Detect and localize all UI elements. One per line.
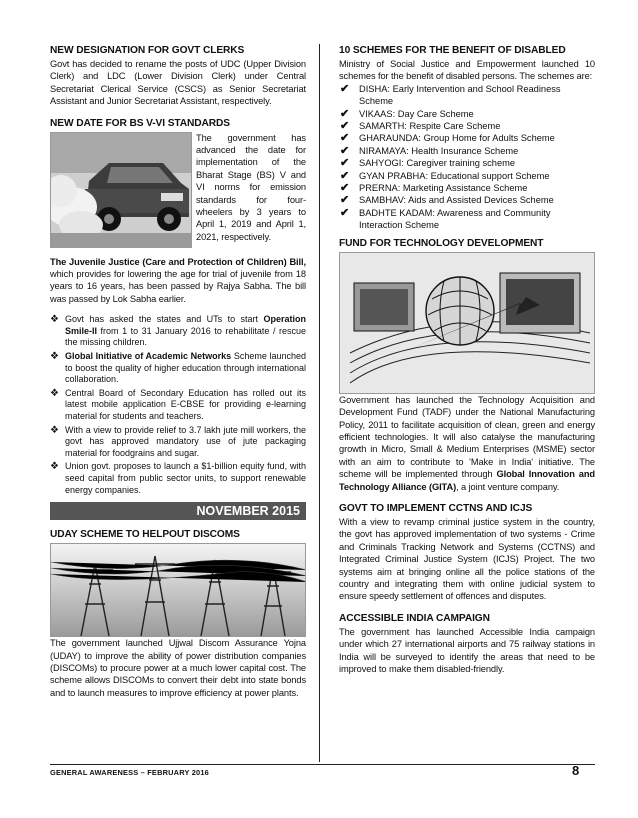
section-text: Government has launched the Technology Acquisition and Development Fund (TADF) under the National Manufacturing Policy, 2011 to facilitate acquisition of clean, green and energy efficient technologies. It will also catalyse the manufacturing growth in Micro, Small & Medium Enterprises (MSME) sector with an aim to contribute to 'Make in India' initiative. The scheme will be implemented through Global Innovation and Technology Alliance (GITA), a joint venture company. xyxy=(339,394,595,492)
section-heading: GOVT TO IMPLEMENT CCTNS AND ICJS xyxy=(339,502,533,514)
section-text: The government launched Ujjwal Discom Assurance Yojna (UDAY) to improve the ability of power distribution companies (DISCOMs) to procure power at a much lower capital cost. The scheme allows DISCOMs to convert their debt into state bonds and to launch measures to improve efficiency at power plants. xyxy=(50,638,306,698)
section-text: Govt has decided to rename the posts of UDC (Upper Division Clerk) and LDC (Lower Division Clerk) under Central Secretariat Clerical Service (CSCS) as Senior Secretariat Assistant and Junior Secretariat Assistant, respectively. xyxy=(50,59,306,107)
list-item: ✔ PRERNA: Marketing Assistance Scheme xyxy=(340,182,528,195)
section-heading: NEW DESIGNATION FOR GOVT CLERKS xyxy=(50,45,245,56)
section-text: Ministry of Social Justice and Empowerment launched 10 schemes for the benefit of disabled persons. The schemes are: xyxy=(339,59,595,82)
list-item: ✔ NIRAMAYA: Health Insurance Scheme xyxy=(340,144,519,157)
gita-name: Global Innovation and Technology Alliance (GITA) xyxy=(339,469,595,492)
diamond-bullet-icon: ❖ xyxy=(50,461,59,473)
list-item: ❖ Union govt. proposes to launch a $1-billion equity fund, with seed capital from public sector units, to support renewable energy companies. xyxy=(50,461,306,495)
page-number: 8 xyxy=(572,763,580,778)
list-item: ❖ Central Board of Secondary Education has rolled out its latest mobile application E-CBSE for providing e-learning material for students and teachers. xyxy=(50,387,306,421)
power-towers-photo xyxy=(50,543,306,637)
section-text: With a view to revamp criminal justice system in the country, the govt has approved implementation of two systems - Crime and Criminals Tracking Network and Systems (CCTNS) and Integrated Criminal Justice System (ICJS) Project. The two systems aim at bringing online all the police stations of the country and integrating them with online judicial system to ensure speedy settlement of offences and disputes. xyxy=(339,516,595,602)
section-heading: ACCESSIBLE INDIA CAMPAIGN xyxy=(339,612,490,624)
diamond-bullet-icon: ❖ xyxy=(50,424,59,436)
check-icon: ✔ xyxy=(340,169,350,182)
left-column xyxy=(50,44,306,708)
list-item: ✔ BADHTE KADAM: Awareness and Community Interaction Scheme xyxy=(340,206,551,231)
bill-name: The Juvenile Justice (Care and Protection of Children) Bill, xyxy=(50,256,306,267)
section-text: The government has advanced the date for implementation of the Bharat Stage (BS) V and VI norms for emission standards for four-wheelers by 3 years to April 1, 2019 and April 1, 2021, respectively. xyxy=(196,132,306,242)
list-item: ✔ SAMARTH: Respite Care Scheme xyxy=(340,120,501,133)
list-item: ✔ SAMBHAV: Aids and Assisted Devices Scheme xyxy=(340,194,554,207)
check-icon: ✔ xyxy=(340,82,350,95)
check-icon: ✔ xyxy=(340,120,350,133)
list-item: ✔ GYAN PRABHA: Educational support Scheme xyxy=(340,169,550,182)
technology-illustration xyxy=(339,252,595,394)
section-tech-fund xyxy=(339,237,595,493)
check-icon: ✔ xyxy=(340,206,350,219)
section-juvenile-justice xyxy=(50,256,306,306)
check-icon: ✔ xyxy=(340,132,350,145)
list-item: ✔ VIKAAS: Day Care Scheme xyxy=(340,107,474,120)
section-text: The government has launched Accessible India campaign under which 27 international airports and 75 railway stations in India will be surveyed to identify the areas that need to be improved to make them disabled-friendly. xyxy=(339,626,595,674)
section-disabled-schemes xyxy=(339,44,595,232)
check-icon: ✔ xyxy=(340,194,350,207)
list-item: ❖ Govt has asked the states and UTs to start Operation Smile-II from 1 to 31 January 2016 to rehabilitate / rescue the missing children. xyxy=(50,314,306,348)
month-banner: NOVEMBER 2015 xyxy=(50,502,306,520)
check-icon: ✔ xyxy=(340,107,350,120)
check-icon: ✔ xyxy=(340,182,350,195)
list-item: ❖ Global Initiative of Academic Networks Scheme launched to boost the quality of higher education through international collaboration. xyxy=(50,351,306,385)
section-heading: FUND FOR TECHNOLOGY DEVELOPMENT xyxy=(339,237,544,249)
section-cctns xyxy=(339,502,595,603)
list-item: ✔ SAHYOGI: Caregiver training scheme xyxy=(340,157,516,170)
section-uday xyxy=(50,528,306,699)
footer-label: GENERAL AWARENESS – FEBRUARY 2016 xyxy=(50,768,209,777)
car-emission-photo xyxy=(50,132,192,248)
section-bs-standards xyxy=(50,117,306,250)
column-divider xyxy=(319,44,320,762)
check-icon: ✔ xyxy=(340,144,350,157)
section-heading: 10 SCHEMES FOR THE BENEFIT OF DISABLED xyxy=(339,45,566,56)
check-icon: ✔ xyxy=(340,157,350,170)
footer-rule xyxy=(50,764,595,765)
section-accessible-india xyxy=(339,612,595,676)
right-column xyxy=(339,44,595,684)
section-heading: NEW DATE FOR BS V-VI STANDARDS xyxy=(50,117,230,129)
diamond-bullet-icon: ❖ xyxy=(50,314,59,326)
list-item: ✔ DISHA: Early Intervention and School Readiness Scheme xyxy=(340,82,561,107)
section-text: The Juvenile Justice (Care and Protection of Children) Bill, which provides for lowering the age for trial of juvenile from 18 years to 16 years, has been passed by Rajya Sabha. The bill was passed by Lok Sabha earlier. xyxy=(50,256,306,304)
list-item: ✔ GHARAUNDA: Group Home for Adults Scheme xyxy=(340,132,555,145)
section-heading: UDAY SCHEME TO HELPOUT DISCOMS xyxy=(50,529,240,541)
list-item: ❖ With a view to provide relief to 3.7 lakh jute mill workers, the govt has approved mandatory use of jute packaging material for foodgrains and sugar. xyxy=(50,424,306,458)
diamond-bullet-icon: ❖ xyxy=(50,351,59,363)
section-govt-clerks xyxy=(50,44,306,108)
scheme-list xyxy=(339,83,595,232)
news-bullets xyxy=(50,314,306,496)
diamond-bullet-icon: ❖ xyxy=(50,387,59,399)
